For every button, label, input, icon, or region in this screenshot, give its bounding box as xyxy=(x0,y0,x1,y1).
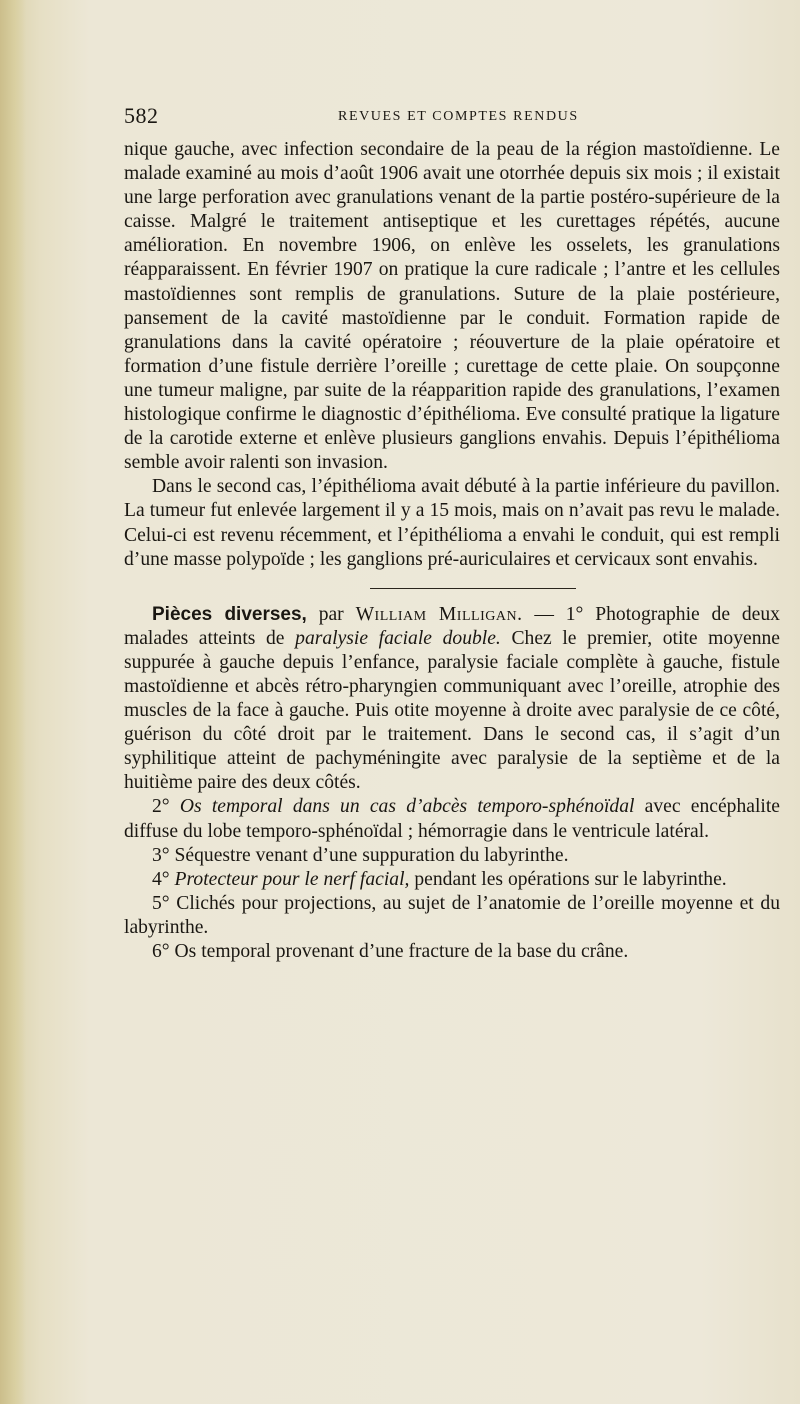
item4-rest: pendant les opérations sur le labyrinthe. xyxy=(414,868,727,890)
body-text xyxy=(124,138,780,964)
item2-italic: Os temporal dans un cas d’abcès temporo-sphénoïdal xyxy=(179,796,635,818)
item4-italic: Protecteur pour le nerf facial, xyxy=(174,868,410,890)
item1-lead: — 1° Photographie de deux malades atteints de xyxy=(124,603,780,649)
section-item-6: 6° Os temporal provenant d’une fracture de la base du crâne. xyxy=(152,941,629,962)
item2-number: 2° xyxy=(152,796,170,818)
item1-rest: Chez le premier, otite moyenne suppurée à gauche depuis l’enfance, paralysie faciale complète à gauche, fistule mastoïdienne et abcès rétro-pharyngien communiquant avec l’oreille, atrophie des muscles de la face à gauche. Puis otite moyenne à droite avec paralysie de ce côté, guérison du côté droit par le traitement. Dans le second cas, il s’agit d’un syphilitique atteint de pachyméningite avec paralysie de la septième et de la huitième paire des deux côtés. xyxy=(124,627,781,794)
section-author: William Milligan. xyxy=(355,603,523,625)
section-item-5: 5° Clichés pour projections, au sujet de l’anatomie de l’oreille moyenne et du labyrinthe. xyxy=(124,892,780,938)
section-divider xyxy=(370,588,576,589)
section-item-1 xyxy=(124,603,780,796)
running-title: REVUES ET COMPTES RENDUS xyxy=(338,109,579,124)
page-number: 582 xyxy=(124,103,159,128)
page-header xyxy=(124,103,744,129)
section-by: par xyxy=(318,603,344,625)
section-item-2 xyxy=(124,795,780,843)
item1-italic: paralysie faciale double. xyxy=(295,627,501,649)
paragraph-second-case: Dans le second cas, l’épithélioma avait débuté à la partie inférieure du pavillon. La tumeur fut enlevée largement il y a 15 mois, mais on n’avait pas revu le malade. Celui-ci est revenu récemment, et l’épithélioma a envahi le conduit, qui est rempli d’une masse polypoïde ; les ganglions pré-auriculaires et cervicaux sont envahis. xyxy=(124,476,780,570)
item4-number: 4° xyxy=(152,868,170,890)
item2-rest: avec encéphalite diffuse du lobe temporo-sphénoïdal ; hémorragie dans le ventricule latéral. xyxy=(124,796,780,842)
section-item-4 xyxy=(124,868,780,892)
section-item-3: 3° Séquestre venant d’une suppuration du labyrinthe. xyxy=(152,844,569,866)
page-edge-stain xyxy=(0,0,26,1404)
section-title: Pièces diverses, xyxy=(152,603,307,625)
paragraph-continuation: nique gauche, avec infection secondaire de la peau de la région mastoïdienne. Le malade examiné au mois d’août 1906 avait une otorrhée depuis six mois ; il existait une large perforation avec granulations venant de la partie postéro-supérieure de la caisse. Malgré le traitement antiseptique et les curettages répétés, aucune amélioration. En novembre 1906, on enlève les osselets, les granulations réapparaissent. En février 1907 on pratique la cure radicale ; l’antre et les cellules mastoïdiennes sont remplis de granulations. Suture de la plaie postérieure, pansement de la cavité mastoïdienne par le conduit. Formation rapide de granulations dans la cavité opératoire ; réouverture de la plaie opératoire et formation d’une fistule derrière l’oreille ; curettage de cette plaie. On soupçonne une tumeur maligne, par suite de la réapparition rapide des granulations, l’examen histologique confirme le diagnostic d’épithélioma. Eve consulté pratique la ligature de la carotide externe et enlève plusieurs ganglions envahis. Depuis l’épithélioma semble avoir ralenti son invasion. xyxy=(124,139,780,474)
